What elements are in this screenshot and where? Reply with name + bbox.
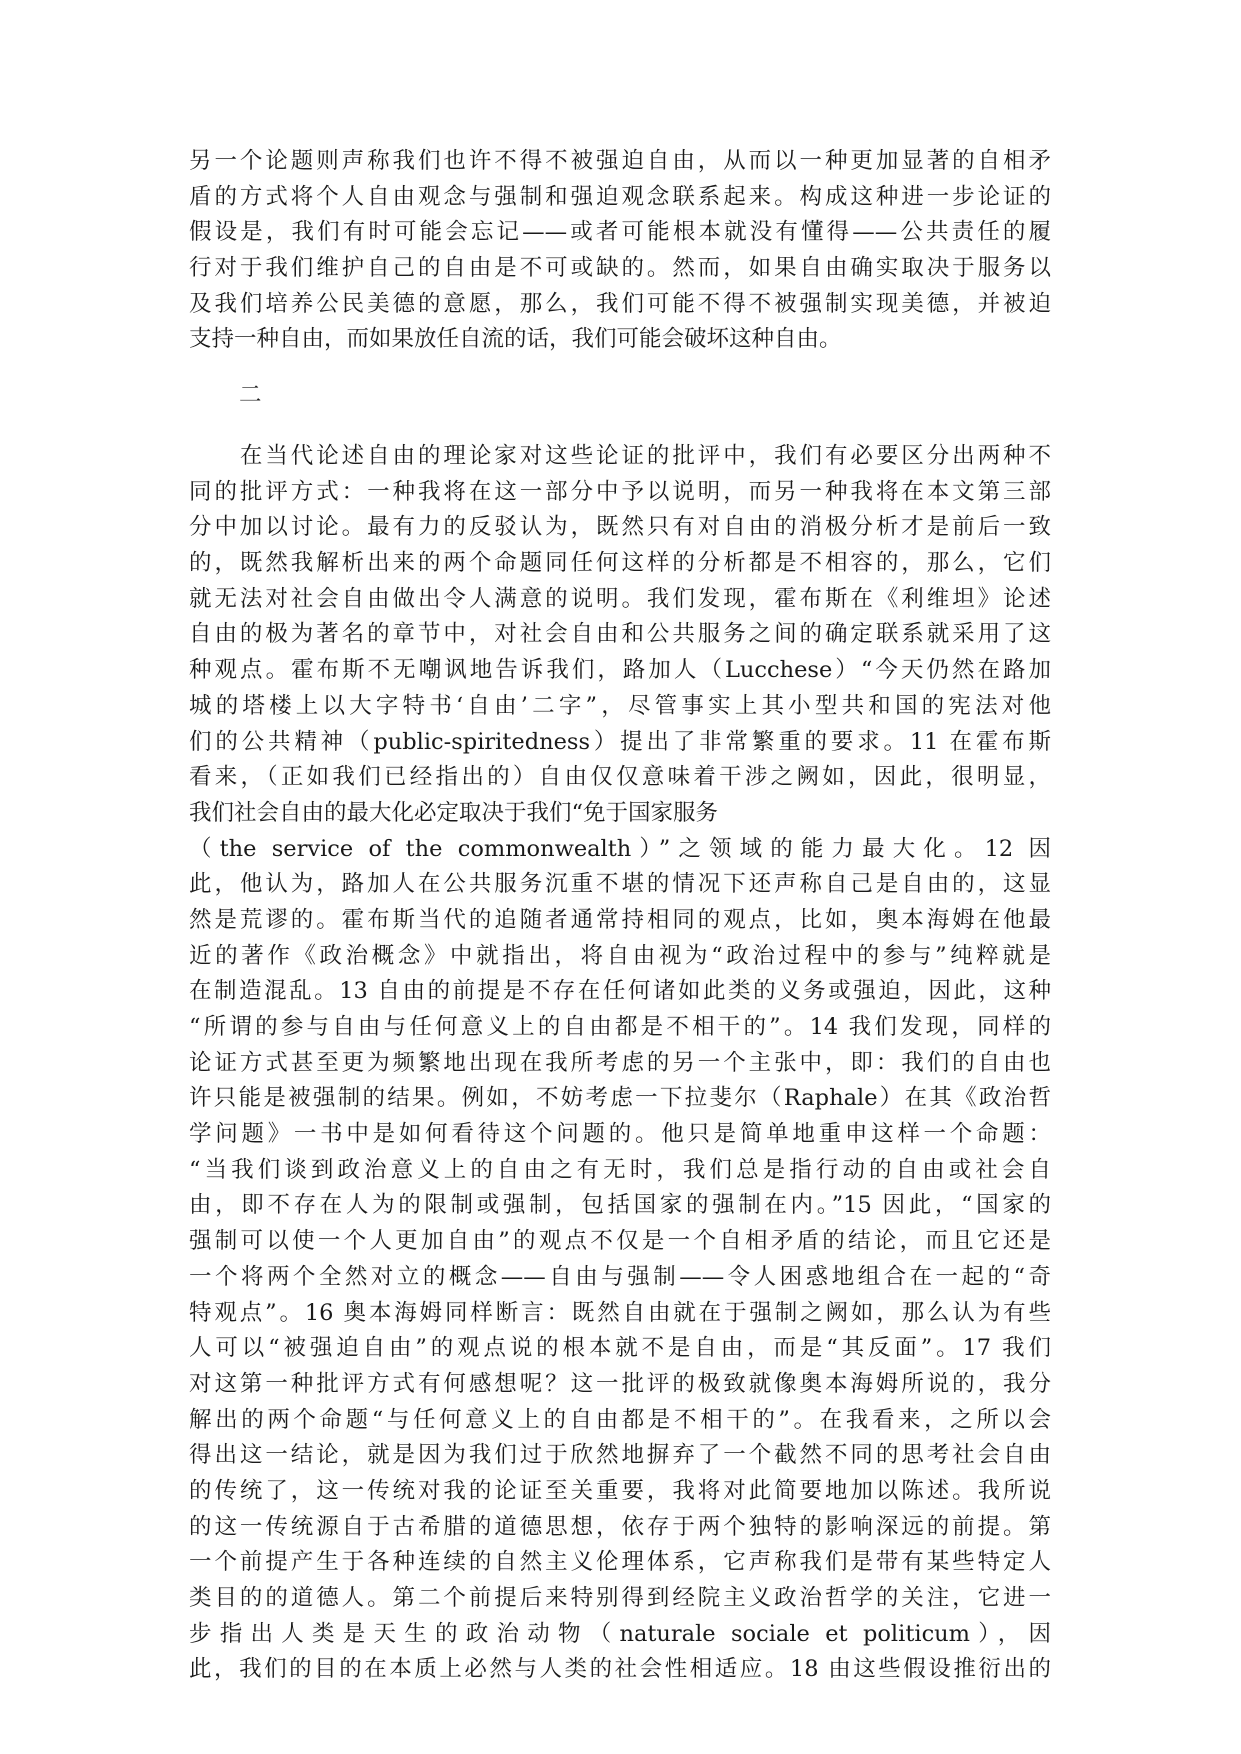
- paragraph-line: 一个前提产生于各种连续的自然主义伦理体系，它声称我们是带有某些特定人: [189, 1549, 1051, 1576]
- paragraph-line: 许只能是被强制的结果。例如，不妨考虑一下拉斐尔（Raphale）在其《政治哲: [189, 1085, 1051, 1112]
- paragraph-line: 在制造混乱。13 自由的前提是不存在任何诸如此类的义务或强迫，因此，这种: [189, 978, 1051, 1005]
- paragraph-line: 另一个论题则声称我们也许不得不被强迫自由，从而以一种更加显著的自相矛: [189, 148, 1051, 174]
- paragraph-line: 学问题》一书中是如何看待这个问题的。他只是简单地重申这样一个命题：: [189, 1121, 1051, 1148]
- paragraph-line: 及我们培养公民美德的意愿，那么，我们可能不得不被强制实现美德，并被迫: [189, 290, 1051, 317]
- paragraph-line: 种观点。霍布斯不无嘲讽地告诉我们，路加人（Lucchese）“今天仍然在路加: [189, 657, 1051, 684]
- paragraph-line: 就无法对社会自由做出令人满意的说明。我们发现，霍布斯在《利维坦》论述: [189, 585, 1051, 612]
- paragraph-line: 对这第一种批评方式有何感想呢？这一批评的极致就像奥本海姆所说的，我分: [189, 1370, 1051, 1397]
- paragraph-line: （the service of the commonwealth）”之领域的能力最大化。12 因: [189, 835, 1051, 862]
- paragraph-line: 由，即不存在人为的限制或强制，包括国家的强制在内。”15 因此，“国家的: [189, 1192, 1051, 1219]
- section-heading: 二: [239, 382, 262, 408]
- paragraph-line: 在当代论述自由的理论家对这些论证的批评中，我们有必要区分出两种不: [189, 443, 1051, 469]
- paragraph-line: 支持一种自由，而如果放任自流的话，我们可能会破坏这种自由。: [189, 326, 842, 353]
- paragraph-line: 然是荒谬的。霍布斯当代的追随者通常持相同的观点，比如，奥本海姆在他最: [189, 906, 1051, 933]
- paragraph-line: 强制可以使一个人更加自由”的观点不仅是一个自相矛盾的结论，而且它还是: [189, 1228, 1051, 1255]
- paragraph-line: 解出的两个命题“与任何意义上的自由都是不相干的”。在我看来，之所以会: [189, 1406, 1051, 1433]
- paragraph-line: 盾的方式将个人自由观念与强制和强迫观念联系起来。构成这种进一步论证的: [189, 183, 1051, 210]
- paragraph-line: 们的公共精神（public-spiritedness）提出了非常繁重的要求。11 在霍布斯: [189, 728, 1051, 755]
- paragraph-line: 一个将两个全然对立的概念——自由与强制——令人困惑地组合在一起的“奇: [189, 1263, 1051, 1290]
- paragraph-line: 同的批评方式：一种我将在这一部分中予以说明，而另一种我将在本文第三部: [189, 478, 1051, 505]
- paragraph-line: 自由的极为著名的章节中，对社会自由和公共服务之间的确定联系就采用了这: [189, 621, 1051, 648]
- paragraph-line: 类目的的道德人。第二个前提后来特别得到经院主义政治哲学的关注，它进一: [189, 1585, 1051, 1611]
- paragraph-line: 人可以“被强迫自由”的观点说的根本就不是自由，而是“其反面”。17 我们: [189, 1335, 1051, 1362]
- paragraph-line: 的传统了，这一传统对我的论证至关重要，我将对此简要地加以陈述。我所说: [189, 1477, 1051, 1504]
- paragraph-line: “当我们谈到政治意义上的自由之有无时，我们总是指行动的自由或社会自: [189, 1156, 1051, 1183]
- paragraph-line: 近的著作《政治概念》中就指出，将自由视为“政治过程中的参与”纯粹就是: [189, 942, 1051, 969]
- paragraph-line: 分中加以讨论。最有力的反驳认为，既然只有对自由的消极分析才是前后一致: [189, 514, 1051, 541]
- paragraph-line: 此，他认为，路加人在公共服务沉重不堪的情况下还声称自己是自由的，这显: [189, 871, 1051, 898]
- paragraph-line: “所谓的参与自由与任何意义上的自由都是不相干的”。14 我们发现，同样的: [189, 1014, 1051, 1040]
- paragraph-line: 城的塔楼上以大字特书‘自由’二字”，尽管事实上其小型共和国的宪法对他: [189, 692, 1051, 719]
- paragraph-line: 假设是，我们有时可能会忘记——或者可能根本就没有懂得——公共责任的履: [189, 219, 1051, 246]
- paragraph-line: 论证方式甚至更为频繁地出现在我所考虑的另一个主张中，即：我们的自由也: [189, 1049, 1051, 1076]
- paragraph-line: 特观点”。16 奥本海姆同样断言：既然自由就在于强制之阙如，那么认为有些: [189, 1299, 1051, 1326]
- paragraph-line: 步指出人类是天生的政治动物（naturale sociale et politicum），因: [189, 1620, 1051, 1647]
- paragraph-2: [189, 439, 1051, 1688]
- paragraph-line: 行对于我们维护自己的自由是不可或缺的。然而，如果自由确实取决于服务以: [189, 255, 1051, 282]
- paragraph-line: 得出这一结论，就是因为我们过于欣然地摒弃了一个截然不同的思考社会自由: [189, 1442, 1051, 1469]
- paragraph-line: 看来，（正如我们已经指出的）自由仅仅意味着干涉之阙如，因此，很明显，: [189, 764, 1051, 791]
- paragraph-line: 我们社会自由的最大化必定取决于我们“免于国家服务: [189, 799, 719, 826]
- paragraph-line: 的，既然我解析出来的两个命题同任何这样的分析都是不相容的，那么，它们: [189, 550, 1051, 577]
- paragraph-line: 此，我们的目的在本质上必然与人类的社会性相适应。18 由这些假设推衍出的: [189, 1656, 1051, 1683]
- paragraph-1: [189, 144, 1051, 358]
- paragraph-line: 的这一传统源自于古希腊的道德思想，依存于两个独特的影响深远的前提。第: [189, 1513, 1051, 1540]
